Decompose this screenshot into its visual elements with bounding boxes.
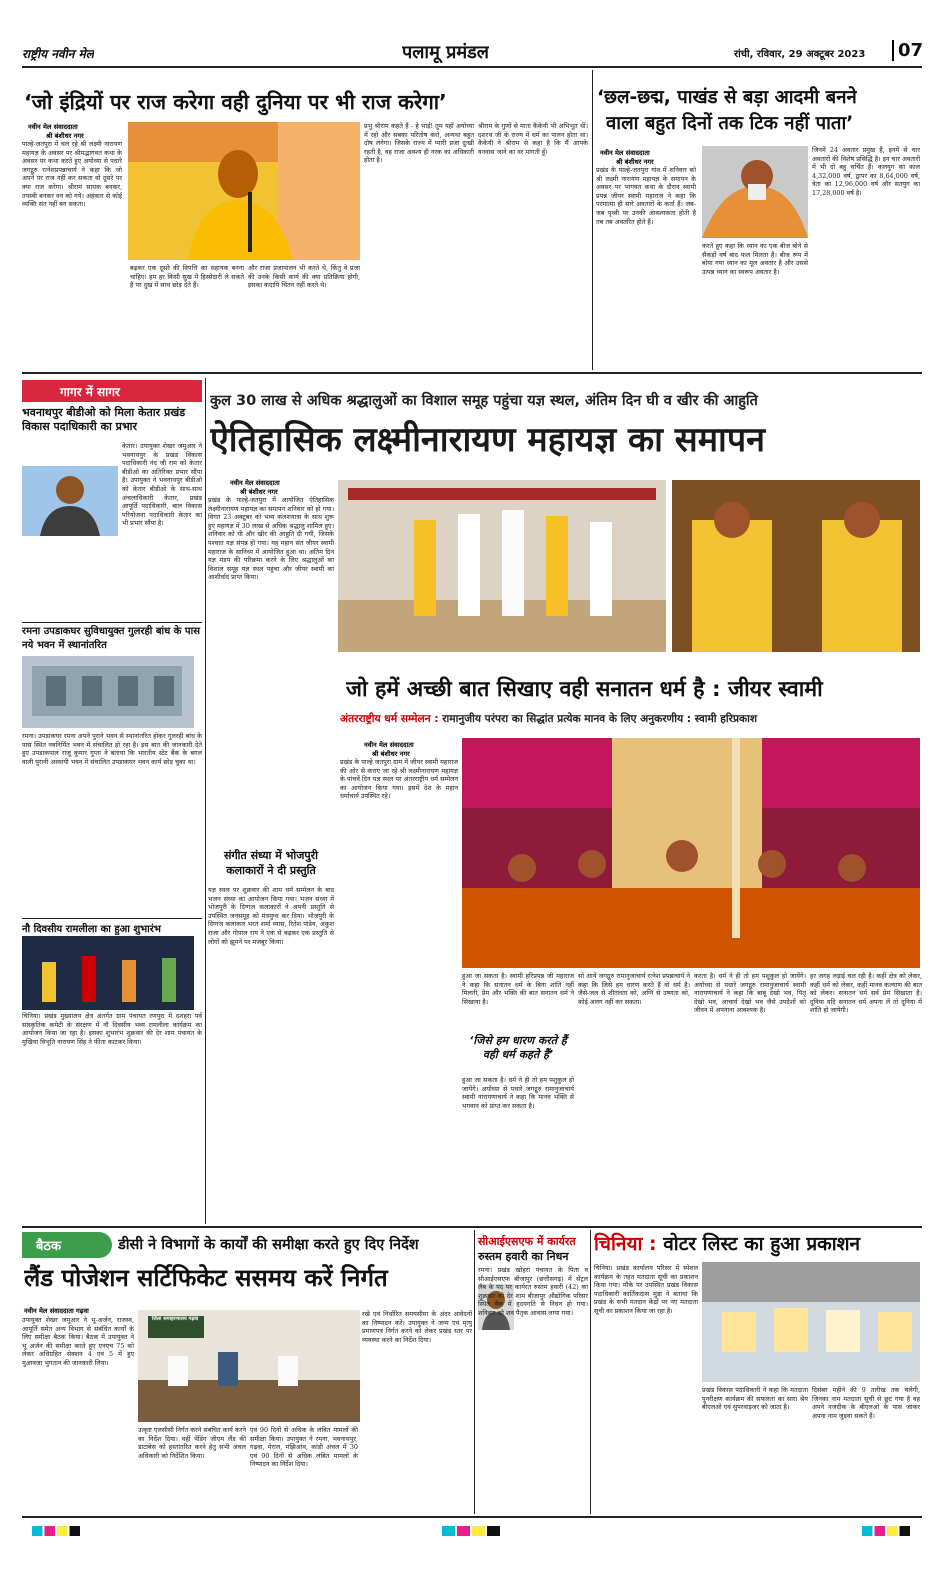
jiyar-byline: नवीन मेल संवाददाता	[364, 741, 414, 749]
story1-col3: बढ़कर एक दूसरे की विपत्ति का सहायक बनना चाहिए। हम हर किसी सुख में हिस्सेदारी ले सकते हैं पर दुख में साथ छोड़ देते हैं।	[130, 264, 244, 290]
footer-rule	[22, 1516, 922, 1518]
main-byline: नवीन मेल संवाददाता	[230, 479, 280, 487]
sidebar-divider	[22, 622, 202, 623]
baithak-tag	[22, 1232, 112, 1258]
story2-headline-line2: वाला बहुत दिनों तक टिक नहीं पाता’	[606, 113, 854, 134]
baithak-kicker: डीसी ने विभागों के कार्यों की समीक्षा करते हुए दिए निर्देश	[118, 1237, 419, 1253]
registration-swatch	[70, 1526, 81, 1536]
main-subtext: यज्ञ स्थल पर शुक्रवार की शाम धर्म सम्मेलन के बाद भजन संध्या का आयोजन किया गया। भजन संध्या में भोजपुरी के दिग्गज कलाकारों ने अपनी प्रस्तुति से उपस्थित जनसमूह को मंत्रमुग्ध कर दिया। भोजपुरी के दिग्गज कलाकार भरत शर्मा व्यास, रितेश पांडेय, अंकुश राजा और गोपाल राय ने एक से बढ़कर एक प्रस्तुति से लोगों को झूमने पर मजबूर किया।	[208, 886, 334, 946]
chiniya-photo	[702, 1262, 920, 1382]
obit-headline-line1: सीआईएसएफ में कार्यरत	[478, 1235, 576, 1248]
story2-col2: करते हुए कहा कि ध्यान का एक बीज बोने से सैकड़ों वर्ष बाद फल मिलता है। बीज रूप में बोया गया ध्यान का मूल अवतार है और उससे उत्पन्न ध्यान का स्वरूप अवतार है।	[702, 242, 808, 276]
sidebar-label: गागर में सागर	[60, 385, 120, 399]
jiyar-col5: करता है। धर्म ने ही तो हम पशुकुल हो जायेंगे। अयोध्या से पधारे जगद्गुरु रामानुजाचार्य स्वामी नारायणाचार्य ने कहा कि बाबू देखो भव, पितृ देखो भव, आचार्य देखो भव जैसे उपदेशों को जीवन में अपनाना आवश्यक है।	[694, 972, 806, 1015]
column-divider	[590, 1230, 591, 1514]
yagya-photo-2	[672, 480, 920, 652]
registration-swatch	[887, 1526, 898, 1536]
registration-swatch	[32, 1526, 43, 1536]
story2-col1: प्रखंड के पाल्हे-जतपुरा गांव में शनिवार को श्री लक्ष्मी नारायण महायज्ञ के समापन के अवसर पर भागवत कथा के दौरान स्वामी प्रपन्न जीयर स्वामी महाराज ने कहा कि परमात्मा ही सारे अवतारों के कर्ता हैं। जब-जब पृथ्वी पर उनकी आवश्यकता होती है तब तब अवतरित होते हैं।	[596, 166, 696, 226]
column-divider	[474, 1230, 475, 1514]
baithak-col4: रखे एवं निर्धारित समयसीमा के अंदर आवेदनों का निष्पादन करें। उपायुक्त ने जन्म एवं मृत्यु प्रमाणपत्र निर्गत करने को लेकर प्रखंड स्तर पर व्यवस्था करने का निर्देश दिया।	[362, 1310, 472, 1344]
baithak-byline-name: नवीन मेल संवाददाता	[24, 1307, 74, 1315]
section-rule	[22, 1226, 922, 1228]
registration-swatch	[472, 1526, 485, 1536]
yagya-photo-1	[338, 480, 666, 652]
page-number: 07	[892, 40, 923, 61]
main-subheadline: संगीत संध्या में भोजपुरी कलाकारों ने दी प्रस्तुति	[224, 849, 318, 877]
baithak-place: गढ़वा	[76, 1307, 89, 1315]
story1-photo	[128, 122, 360, 260]
baithak-tag-label: बैठक	[36, 1239, 61, 1254]
color-registration-marks	[22, 1525, 922, 1537]
masthead-rule	[22, 66, 922, 68]
chiniya-col3: दिसंबर महीने की 9 तारीख तक चलेगी, जिनका नाम मतदाता सूची से छूट गया है वह अपने नजदीक के बीएलओ के पास जाकर अपना नाम जुड़वा सकते हैं।	[812, 1386, 920, 1420]
registration-swatch	[862, 1526, 873, 1536]
jiyar-col2: हुआ जा सकता है। स्वामी हरिप्रपन्न जी महाराज ने कहा कि सनातन धर्म के बिना शांति नहीं मिलती, प्रेम और भक्ति की बात सनातन धर्म ने सिखाया है।	[462, 972, 574, 1006]
sidebar-divider	[22, 918, 202, 919]
obit-text: रमना। प्रखंड खोहरा पंचायत के पिता व सीआईएसएफ बीजापुर (छत्तीसगढ़) में सेंट्रल लैब के पद पर कार्यरत रुस्तम हवारी (42) का शुक्रवार को देर शाम बीजापुर औद्योगिक परिसर स्थित बैंक में हृदयगति से निधन हो गया। शनिवार को शव पैतृक आवास लाया गया।	[478, 1266, 588, 1317]
registration-swatch	[875, 1526, 886, 1536]
masthead	[22, 38, 922, 66]
sidebar-item2-headline: रमना उपडाकघर सुविधायुक्त गुलरही बांध के पास नये भवन में स्थानांतरित	[22, 626, 200, 651]
section-rule	[22, 372, 922, 374]
baithak-col1: उपायुक्त शेखर जमुआर ने भू-अर्जन, राजस्व, आपूर्ति समेत अन्य विभाग से संबंधित कार्यों के लिए समीक्षा बैठक किया। बैठक में उपायुक्त ने भू अर्जन की समीक्षा करते हुए एनएच 75 को लेकर अधिग्रहित सेक्शन 4 एवं 5 में हुए मुआवजा भुगतान की जानकारी लिया।	[22, 1316, 134, 1367]
chiniya-headline: वोटर लिस्ट का हुआ प्रकाशन	[663, 1233, 861, 1255]
jiyar-col1: प्रखंड के पाल्हे जतपुरा ग्राम में जीयर स्वामी महाराज की ओर से कराए जा रहे श्री लक्ष्मीनारायण महायज्ञ के पांचवें दिन यज्ञ स्थल पर अंतरराष्ट्रीय धर्म सम्मेलन का आयोजन किया गया। इसमें देश के महान धर्माचार्य उपस्थित रहे।	[340, 758, 458, 801]
jiyar-place: श्री बंशीधर नगर	[372, 750, 410, 758]
column-divider	[592, 70, 593, 370]
story1-col4: और राजा प्रजापालन भी करते थे, किंतु वे प्रजा की उनके किसी कार्य की क्या प्रतिक्रिया होगी, इसका कदापि चिंतन नहीं करते थे।	[248, 264, 360, 290]
registration-swatch	[57, 1526, 68, 1536]
sidebar-item2-photo	[22, 656, 194, 728]
sidebar-item3-headline: नौ दिवसीय रामलीला का हुआ शुभारंभ	[22, 924, 161, 935]
story2-place: श्री बंशीधर नगर	[616, 158, 654, 166]
sidebar-label-bar	[22, 380, 202, 402]
chiniya-headline-row	[594, 1230, 922, 1258]
sidebar-item1-headline: भवनाथपुर बीडीओ को मिला केतार प्रखंड विकास पदाधिकारी का प्रभार	[22, 406, 186, 433]
story1-col6: श्रीराम के गुणों से माता कैकेयी भी अभिभूत थीं। दशरथ जी के राज्य में धर्म का पालन होता था। कैकेयी ने श्रीराम से कहा है कि मैं आपके वनवास जाने का वर मांगती हूँ।	[478, 122, 588, 156]
jiyar-subhead	[340, 712, 922, 728]
chiniya-text: चिनिया। प्रखंड कार्यालय परिसर में स्पेशल कार्यक्रम के तहत मतदाता सूची का प्रकाशन किया गया। मौके पर उपस्थित प्रखंड विकास पदाधिकारी कार्तिकदास मुंडा ने बताया कि प्रखंड के सभी मतदान केंद्रों पर नए मतदाता सूची का प्रकाशन किया जा रहा है।	[594, 1264, 698, 1315]
chiniya-label: चिनिया :	[594, 1233, 657, 1255]
baithak-byline	[24, 1306, 89, 1315]
story2-col3: जिनमें 24 अवतार प्रमुख हैं, इनमें से चार अवतारों की विशेष प्रसिद्धि है। इन चार अवतारों में भी दो बहु चर्चित हैं। कलयुग का काल 4,32,000 वर्ष, द्वापर का 8,64,000 वर्ष, त्रेता का 12,96,000 वर्ष और सतयुग का 17,28,000 वर्ष है।	[812, 146, 920, 197]
sidebar-item1-text: केतार। उपायुक्त शेखर जमुआर ने भवनाथपुर के प्रखंड विकास पदाधिकारी नंद जी राम को केतार बीडीओ का अतिरिक्त प्रभार सौंपा है। उपायुक्त ने भवनाथपुर बीडीओ को केतार बीडीओ के साथ-साथ अंचलाधिकारी केतार, प्रखंड आपूर्ति पदाधिकारी, बाल विकास परियोजना पदाधिकारी केतार का भी प्रभार सौंपा है।	[122, 442, 202, 528]
jiyar-col3: हुआ जा सकता है। धर्म ने ही तो हम पशुकुल हो जायेंगे। अयोध्या से पधारे जगद्गुरु रामानुजाचार्य स्वामी नारायणाचार्य ने कहा कि मानव भक्ति से भगवान को प्राप्त कर सकता है।	[462, 1076, 574, 1110]
jiyar-subhead-label: अंतरराष्ट्रीय धर्म सम्मेलन :	[340, 713, 439, 725]
dateline: रांची, रविवार, 29 अक्टूबर 2023	[734, 49, 866, 60]
baithak-col2: उत्कृष्ट एलसीसी निर्गत करने संबंधित कार्य करने का निर्देश दिया। वहीं पेंडिंग जीएम लैंड की डाटाबेस को हस्तांतरित करने हेतु सभी अंचल अधिकारी को निर्देशित किया।	[138, 1426, 246, 1460]
main-text: प्रखंड के पाल्हे-जतपुरा में आयोजित ऐतिहासिक लक्ष्मीनारायण महायज्ञ का समापन शनिवार को हो गया। विगत 23 अक्टूबर को भव्य कलशयात्रा के साथ शुरू हुए महायज्ञ में 30 लाख से अधिक श्रद्धालु शामिल हुए। शनिवार को घी और खीर की आहुति दी गयी, जिसके पश्चात यज्ञ संपन्न हो गया। यह महान संत जीयर स्वामी महाराज के सानिध्य में आयोजित हुआ था। अंतिम दिन यज्ञ मंडप की परिक्रमा करने के लिए श्रद्धालुओं का विशाल समूह यज्ञ स्थल पहुंचा और जीयर स्वामी का आशीर्वाद प्राप्त किया।	[208, 496, 334, 582]
story1-place: श्री बंशीधर नगर	[46, 132, 84, 140]
main-place: श्री बंशीधर नगर	[240, 488, 278, 496]
registration-swatch	[900, 1526, 911, 1536]
story1-headline: ‘जो इंद्रियों पर राज करेगा वही दुनिया पर भी राज करेगा’	[24, 90, 447, 114]
dharm-sammelan-photo	[462, 738, 920, 968]
sidebar-item2-text: रमना। उपडाकघर रमना अपने पुराने भवन से स्थानांतरित होकर गुलरही बांध के पास स्थित नवनिर्मित भवन में संचालित हो रहा है। इस बात की जानकारी देते हुए उपडाकपाल राजू कुमार गुप्ता ने बताया कि भारतीय स्टेट बैंक के बगल वाली पुरानी अस्थायी भवन में संचालित उपडाकघर भवन कार्य छोड़ चुका था।	[22, 732, 202, 766]
jiyar-col6: हर जगह लड़ाई चल रही है। कहीं क्षेत्र को लेकर, कहीं धर्म को लेकर, कहीं मानव कल्याण की बात को लेकर। सनातन धर्म सर्व प्रेम सिखाता है। दुनिया यदि सनातन धर्म अपना लें तो दुनिया में शांति हो जायेगी।	[810, 972, 922, 1015]
main-kicker: कुल 30 लाख से अधिक श्रद्धालुओं का विशाल समूह पहुंचा यज्ञ स्थल, अंतिम दिन घी व खीर की आहुति	[210, 393, 758, 409]
baithak-photo-board: जिला समाहरणालय गढ़वा	[151, 1316, 199, 1322]
jiyar-col4: सो आयें जगद्गुरु रामानुजाचार्य रत्नेश प्रपन्नाचार्य ने कहा कि जिसे हम धारण करते हैं वो धर्म है। जैसे-जल से शीतलता को, अग्नि से उष्णता को, कोई अलग नहीं कर सकता।	[578, 972, 690, 1006]
registration-swatch	[45, 1526, 56, 1536]
story2-photo	[702, 146, 808, 238]
obit-headline-line2: रुस्तम हवारी का निधन	[478, 1250, 569, 1263]
registration-swatch	[442, 1526, 455, 1536]
story2-byline: नवीन मेल संवाददाता	[600, 149, 650, 157]
main-headline: ऐतिहासिक लक्ष्मीनारायण महायज्ञ का समापन	[210, 420, 766, 460]
story1-col1: पाल्हे-जतपुरा में चल रहे श्री लक्ष्मी नारायण महायज्ञ के अवसर पर श्रीमद्भागवत कथा के अवसर पर कथा करते हुए अयोध्या से पधारे जगद्गुरु रत्नेशप्रपन्नाचार्य ने कहा कि जो अपने पर राज नहीं कर सकता वो दूसरे पर क्या राज करेगा। श्रीराम साधक बनकर, तपस्वी बनकर वन को गये। अहंकार से कोई व्यक्ति संत नहीं बन सकता।	[22, 140, 122, 209]
sidebar-item3-photo	[22, 936, 194, 1010]
registration-swatch	[487, 1526, 500, 1536]
story1-col5: प्रभु श्रीराम कहते हैं - हे भाई! तुम यहाँ अयोध्या में रहो और सबका परितोष करो, अन्यथा बहुत दोष लगेगा। जिसके राज्य में प्यारी प्रजा दुःखी रहती है, वह राजा अवश्य ही नरक का अधिकारी होता है।	[364, 122, 474, 165]
sidebar-column-rule	[205, 378, 206, 1224]
sidebar-item3-text: चिनिया। प्रखंड मुख्यालय क्षेत्र अंतर्गत ग्राम पंचायत रणपुरा में दशहरा पर्व सांस्कृतिक कमेटी के संरक्षण में नौ दिवसीय भव्य रामलीला कार्यक्रम का आयोजन किया जा रहा है। इसका शुभारंभ शुक्रवार की देर शाम पंचायत के मुखिया विभूति नारायण सिंह ने फीता काटकर किया।	[22, 1012, 202, 1046]
baithak-col3: एवं 90 दिनों से अधिक के लंबित मामलों की समीक्षा किया। उपायुक्त ने रमना, भवनाथपुर, गढ़वा, मेराल, मंझिआंव, कांडी अंचल में 30 एवं 90 दिनों से अधिक लंबित मामलों के निष्पादन का निर्देश दिया।	[250, 1426, 358, 1469]
chiniya-col2: प्रखंड विकास पदाधिकारी ने कहा कि मतदाता पुनरीक्षण कार्यक्रम की सफलता का सारा श्रेय बीएलओ एवं सुपरवाइजर को जाता है।	[702, 1386, 808, 1412]
registration-swatch	[457, 1526, 470, 1536]
paper-name: राष्ट्रीय नवीन मेल	[22, 47, 94, 61]
jiyar-pullquote: ‘जिसे हम धारण करते हैं वही धर्म कहते हैं’	[469, 1034, 567, 1061]
footer-color-strip	[22, 1522, 922, 1534]
section-title: पलामू प्रमंडल	[402, 42, 489, 63]
story1-byline: नवीन मेल संवाददाता	[28, 123, 78, 131]
jiyar-subhead-text: रामानुजीय परंपरा का सिद्धांत प्रत्येक मानव के लिए अनुकरणीय : स्वामी हरिप्रकाश	[442, 713, 758, 725]
story2-headline-line1: ‘छल-छद्म, पाखंड से बड़ा आदमी बनने	[597, 87, 857, 108]
baithak-headline: लैंड पोजेशन सर्टिफिकेट ससमय करें निर्गत	[24, 1264, 388, 1292]
jiyar-headline: जो हमें अच्छी बात सिखाए वही सनातन धर्म है : जीयर स्वामी	[346, 677, 823, 702]
